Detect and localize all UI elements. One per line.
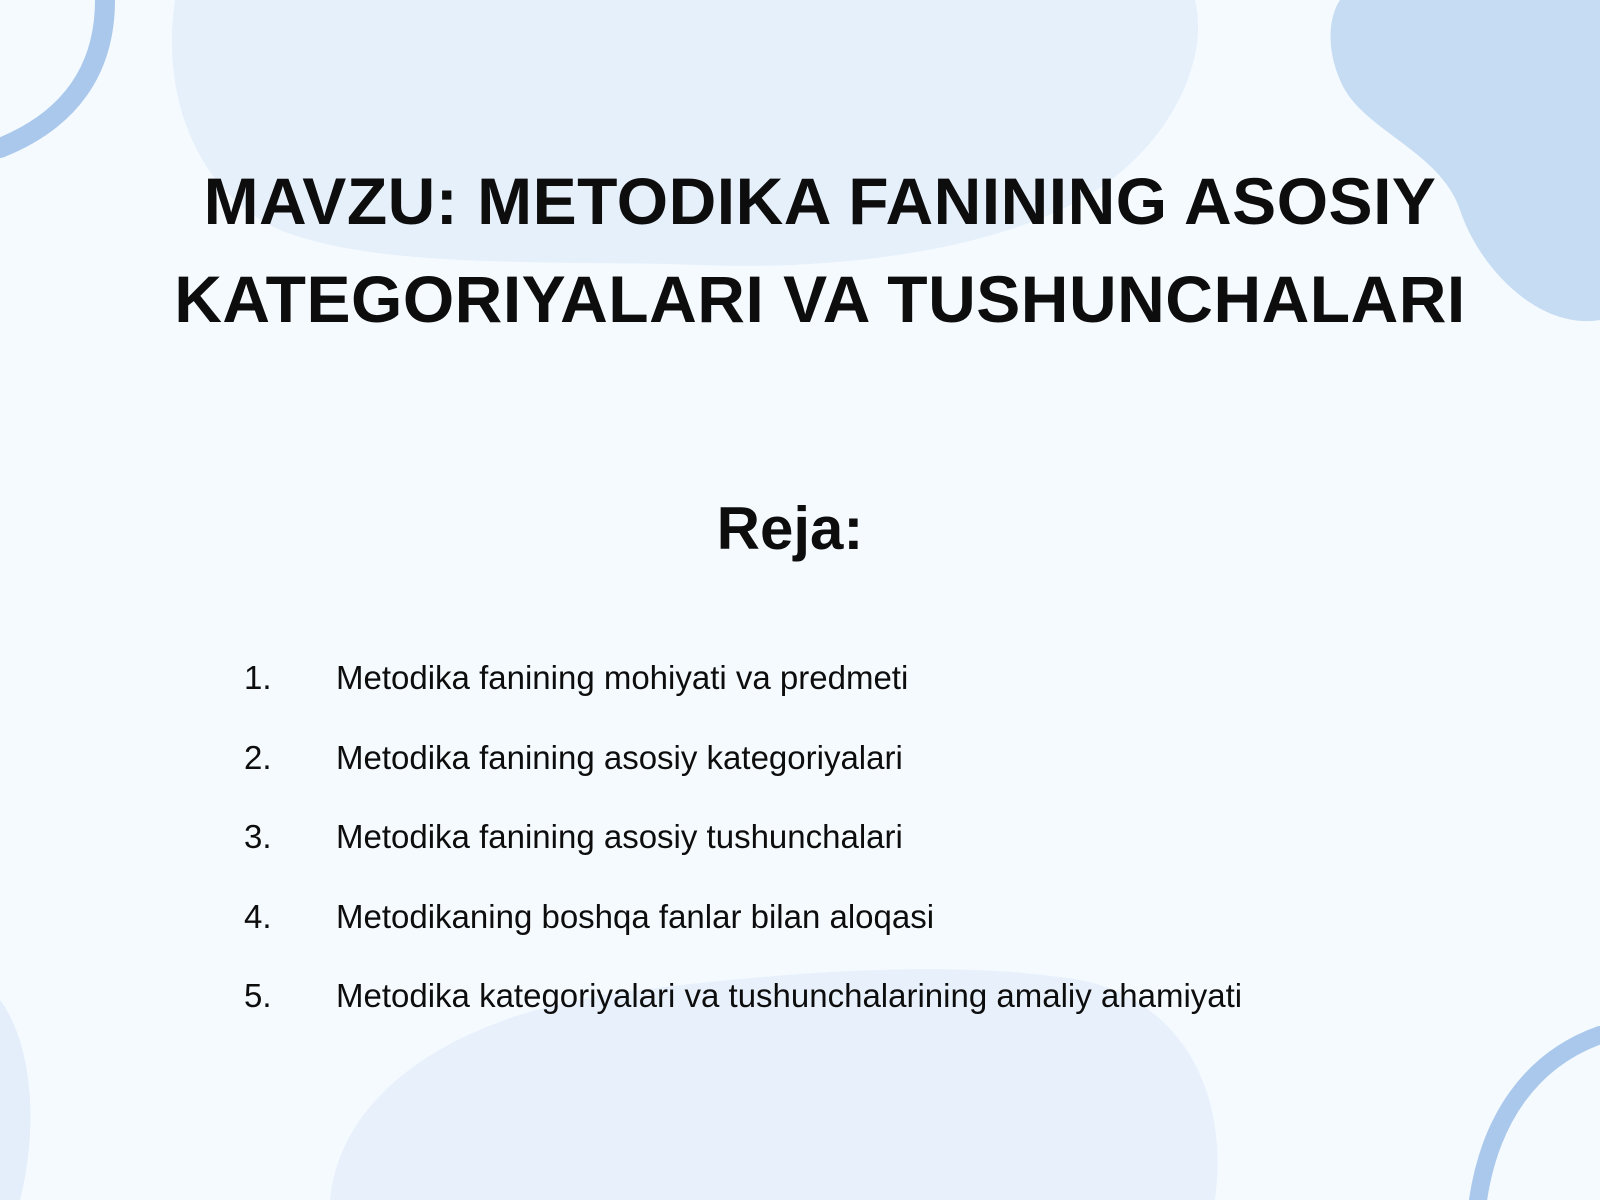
plan-item [244,960,1244,1031]
plan-item-number: 4. [244,897,272,935]
plan-item-number: 1. [244,659,272,696]
plan-item-text: Metodikaning boshqa fanlar bilan aloqasi [336,897,935,935]
plan-item [244,801,1244,872]
plan-item-number: 2. [244,738,272,776]
plan-item-text: Metodika fanining asosiy kategoriyalari [336,738,903,776]
plan-item-number: 5. [244,977,272,1014]
plan-item-text: Metodika kategoriyalari va tushunchalarining amaliy ahamiyati [336,977,1243,1014]
plan-item-number: 3. [244,818,272,855]
plan-heading: Reja: [716,495,864,562]
slide-title [120,152,1520,348]
plan-item [244,642,1244,713]
title-line-1: MAVZU: METODIKA FANINING ASOSIY [203,164,1437,238]
plan-item-text: Metodika fanining asosiy tushunchalari [336,818,903,855]
title-line-2: KATEGORIYALARI VA TUSHUNCHALARI [174,262,1466,336]
plan-item-text: Metodika fanining mohiyati va predmeti [336,659,909,696]
plan-list [244,642,1244,1031]
plan-item [244,722,1244,793]
plan-item [244,881,1244,952]
